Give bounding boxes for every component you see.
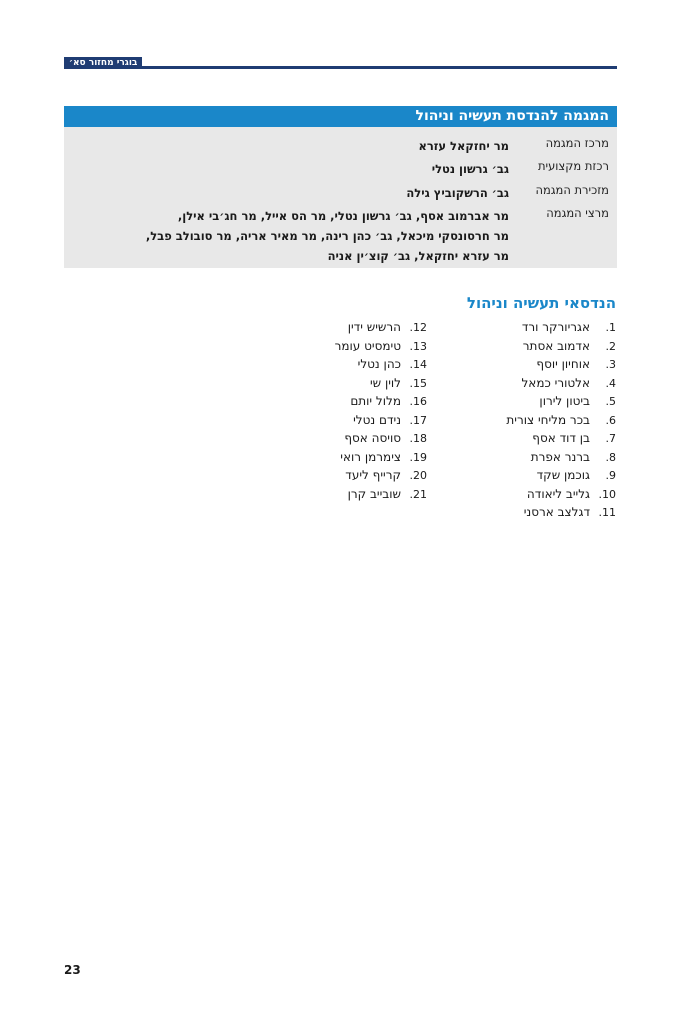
list-item: 21.שובייב קרן bbox=[347, 486, 427, 501]
list-item: 10.גלייב ליאודה bbox=[526, 486, 616, 501]
role-label: מרכז המגמה bbox=[545, 136, 609, 150]
role-names: גב׳ גרשון נטלי bbox=[431, 162, 509, 176]
list-item: 18.סויסה אסף bbox=[344, 431, 427, 445]
list-item: 13.טימסיט עומר bbox=[334, 338, 427, 353]
role-label: מזכירת המגמה bbox=[535, 183, 609, 197]
role-names: מר יחזקאל עזרא bbox=[418, 139, 509, 153]
header-tag: בוגרי מחזור סא׳ bbox=[64, 57, 142, 69]
list-item: 20.קרייף ליעד bbox=[345, 468, 427, 482]
list-item: 15.לוין שי bbox=[369, 375, 427, 390]
list-item: 11.דגלצב ארסני bbox=[523, 505, 616, 519]
role-label: רכזת מקצועית bbox=[537, 159, 609, 173]
list-item: 1.אגריורקר ורד bbox=[521, 320, 616, 334]
list-item: 2.אדמוב אסתר bbox=[522, 338, 616, 353]
list-item: 7.בן דוד אסף bbox=[532, 431, 616, 445]
list-item: 16.מלול יותם bbox=[350, 394, 427, 408]
list-item: 14.כהן נטלי bbox=[357, 357, 427, 371]
list-item: 4.אלטורי כמאל bbox=[521, 375, 616, 390]
list-item: 9.גוכמן שקד bbox=[536, 468, 616, 482]
list-item: 8.ברנר אפרת bbox=[530, 449, 616, 464]
page-number: 23 bbox=[64, 963, 81, 977]
role-label: מרצי המגמה bbox=[546, 206, 609, 220]
list-item: 6.בכר מליחי צורית bbox=[506, 412, 616, 427]
graduates-column-1 bbox=[506, 320, 616, 524]
names-line: מר אברמוב אסף, גב׳ גרשון נטלי, מר הס אייל, מר חג׳בי אילן, bbox=[177, 209, 509, 223]
header-rule bbox=[64, 66, 617, 69]
list-item: 3.אוחיון יוסף bbox=[536, 357, 616, 371]
staff-panel bbox=[64, 106, 617, 268]
section-title: הנדסאי תעשיה וניהול bbox=[466, 294, 616, 312]
role-names: גב׳ הרשקוביץ גילה bbox=[406, 186, 509, 200]
names-line: מר עזרא יחזקאל, גב׳ קוצ׳ין אניה bbox=[327, 249, 509, 263]
list-item: 17.נידם נטלי bbox=[353, 412, 427, 427]
graduates-column-2 bbox=[335, 320, 427, 505]
names-line: מר חרסונסקי מיכאל, גב׳ כהן רינה, מר מאיר אריה, מר סובולב פבל, bbox=[145, 229, 509, 243]
list-item: 19.צימרמן רואי bbox=[340, 449, 427, 464]
panel-title: המגמה להנדסת תעשיה וניהול bbox=[64, 106, 617, 127]
role-names bbox=[69, 206, 509, 266]
list-item: 5.ביטון לירון bbox=[539, 394, 616, 408]
list-item: 12.הרשיש ידין bbox=[347, 320, 427, 334]
